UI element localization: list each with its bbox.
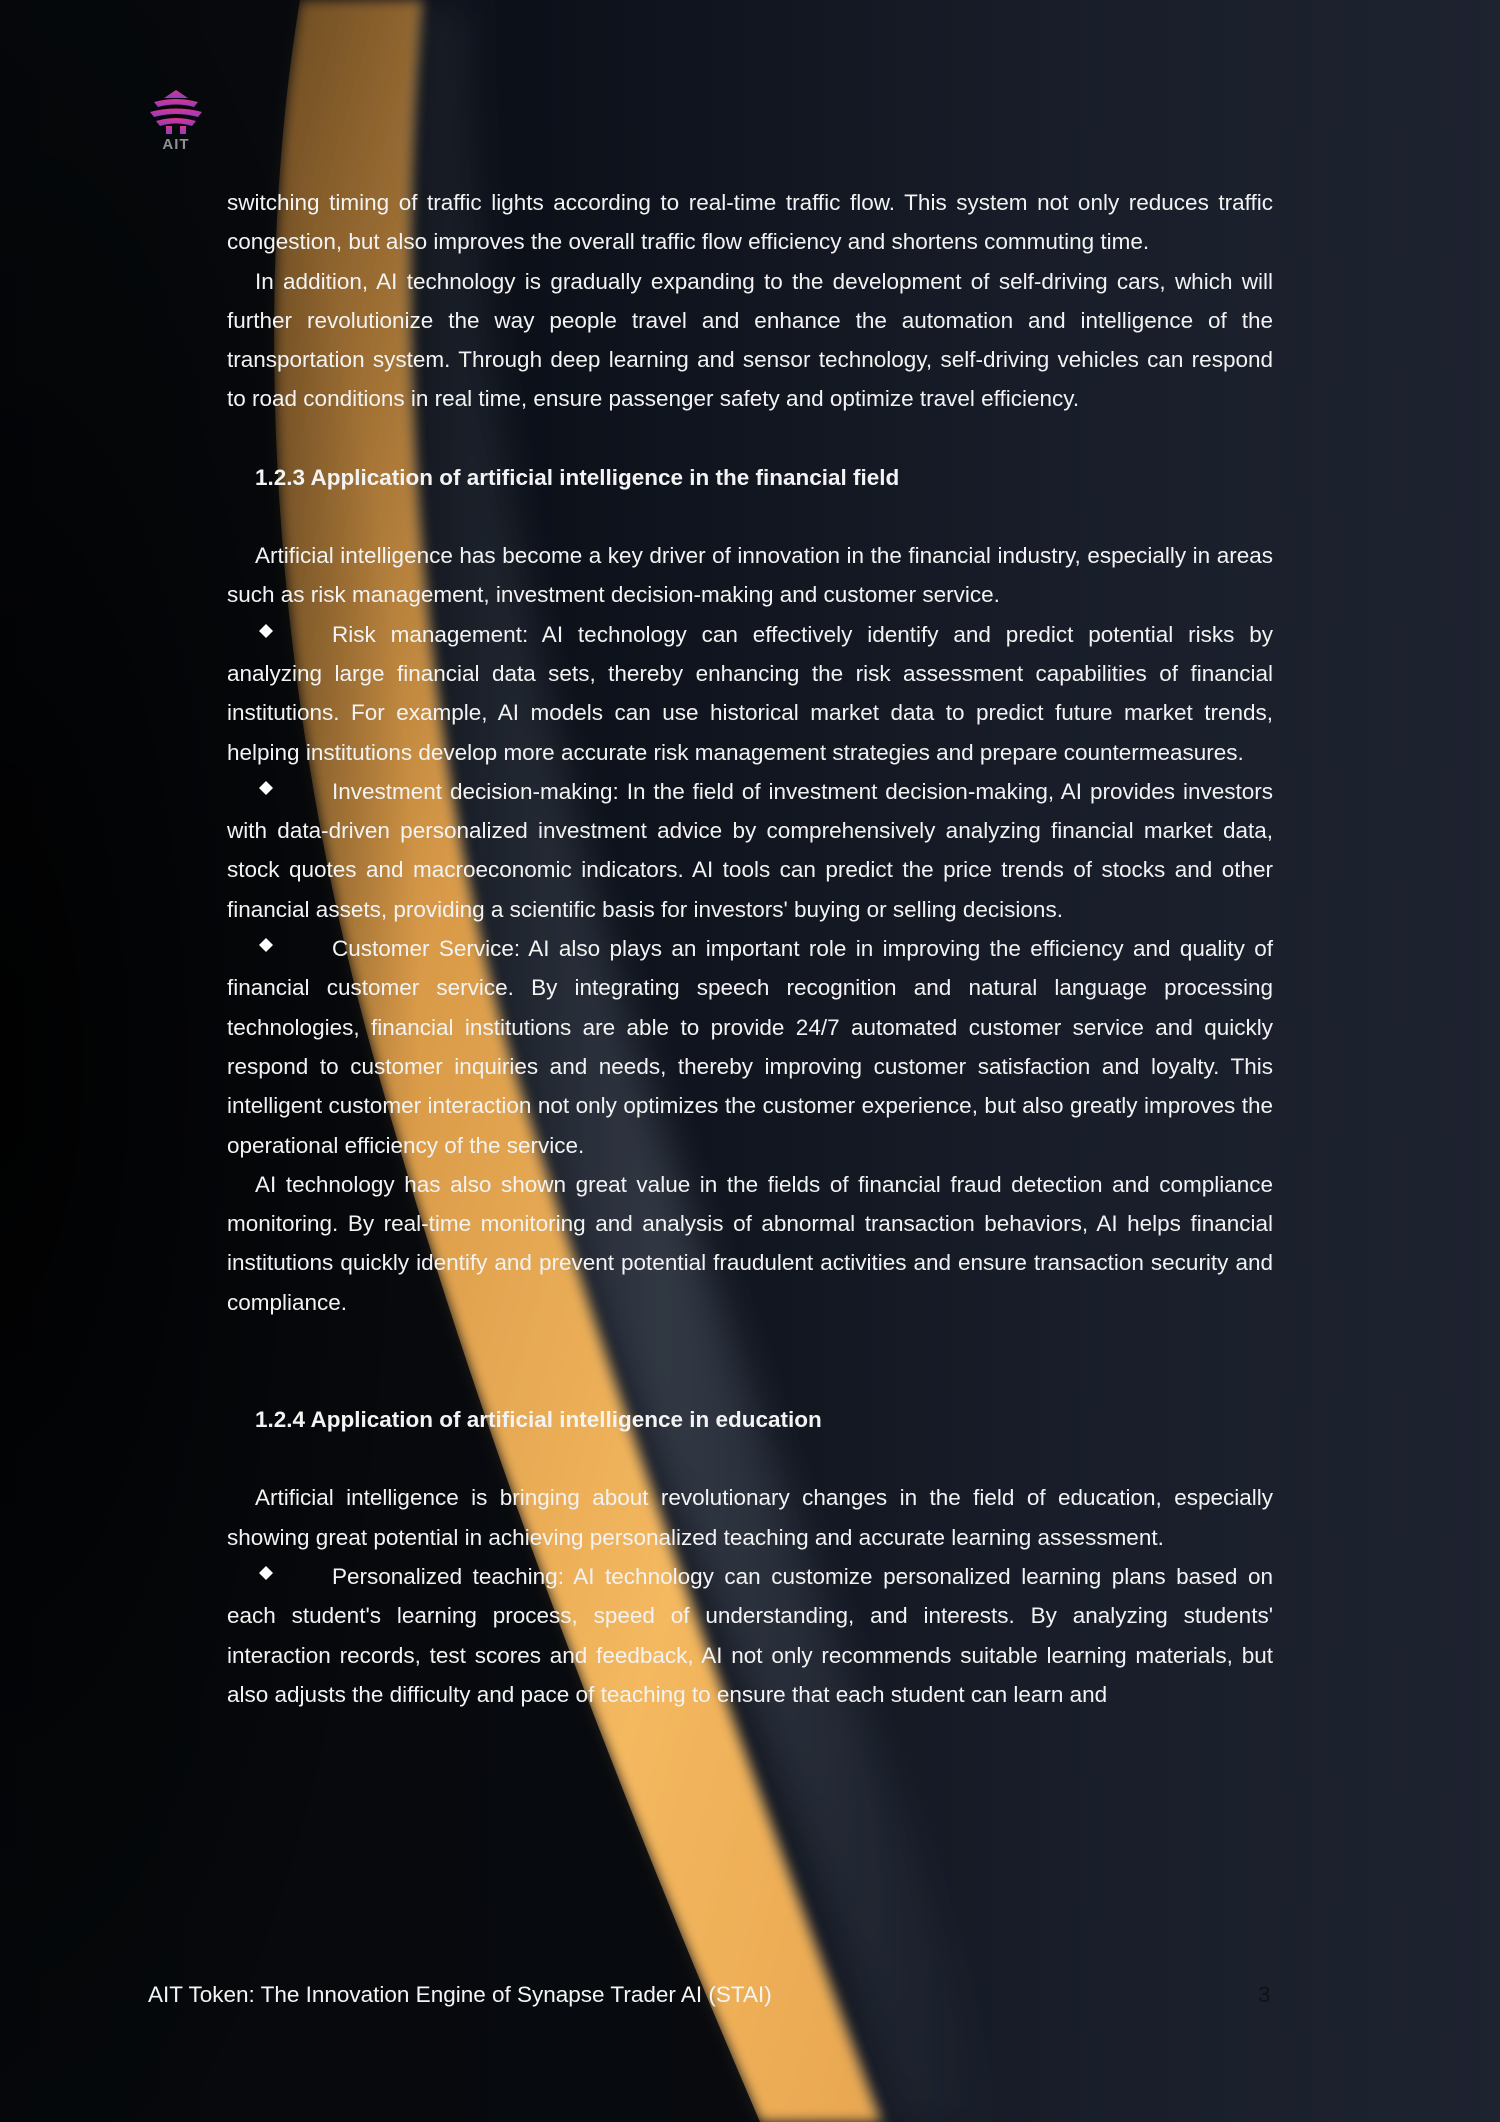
paragraph-fraud-detection: AI technology has also shown great value in the fields of financial fraud detection and compliance monitoring. By real-time monitoring and analysis of abnormal transaction behaviors, AI helps financial institutions quickly identify and prevent potential fraudulent activities and ensure transaction security and compliance. [227, 1171, 1273, 1315]
bullet-investment-decision [227, 772, 1273, 929]
paragraph-financial-intro: Artificial intelligence has become a key driver of innovation in the financial industry, especially in areas such as risk management, investment decision-making and customer service. [227, 543, 1273, 608]
document-body [227, 183, 1273, 1714]
bullet-risk-management [227, 615, 1273, 772]
page-number: 3 [1258, 1982, 1271, 2007]
paragraph-self-driving: In addition, AI technology is gradually expanding to the development of self-driving cars, which will further revolutionize the way people travel and enhance the automation and intelligence of the transportation system. Through deep learning and sensor technology, self-driving vehicles can respond to road conditions in real time, ensure passenger safety and optimize travel efficiency. [227, 268, 1273, 412]
bullet-text: Investment decision-making: In the field of investment decision-making, AI provides investors with data-driven personalized investment advice by comprehensively analyzing financial market data, stock quotes and macroeconomic indicators. AI tools can predict the price trends of stocks and other financial assets, providing a scientific basis for investors' buying or selling decisions. [227, 778, 1273, 922]
bullet-text: Risk management: AI technology can effectively identify and predict potential risks by analyzing large financial data sets, thereby enhancing the risk assessment capabilities of financial institutions. For example, AI models can use historical market data to predict future market trends, helping institutions develop more accurate risk management strategies and prepare countermeasures. [227, 621, 1273, 765]
paragraph-traffic-lights: switching timing of traffic lights according to real-time traffic flow. This system not only reduces traffic congestion, but also improves the overall traffic flow efficiency and shortens commuting time. [227, 190, 1273, 255]
diamond-bullet-icon [259, 938, 273, 952]
section-heading-education: 1.2.4 Application of artificial intelligence in education [255, 1407, 822, 1433]
diamond-bullet-icon [259, 624, 273, 638]
diamond-bullet-icon [259, 781, 273, 795]
ait-logo [144, 88, 208, 154]
logo-label: AIT [162, 136, 190, 153]
paragraph-education-intro: Artificial intelligence is bringing about revolutionary changes in the field of education, especially showing great potential in achieving personalized teaching and accurate learning assessment. [227, 1485, 1273, 1550]
bullet-text: Customer Service: AI also plays an important role in improving the efficiency and quality of financial customer service. By integrating speech recognition and natural language processing technologies, financial institutions are able to provide 24/7 automated customer service and quickly respond to customer inquiries and needs, thereby improving customer satisfaction and loyalty. This intelligent customer interaction not only optimizes the customer experience, but also greatly improves the operational efficiency of the service. [227, 936, 1273, 1158]
bullet-customer-service [227, 929, 1273, 1165]
bullet-text: Personalized teaching: AI technology can customize personalized learning plans based on each student's learning process, speed of understanding, and interests. By analyzing students' interaction records, test scores and feedback, AI not only recommends suitable learning materials, but also adjusts the difficulty and pace of teaching to ensure that each student can learn and [227, 1563, 1273, 1707]
pagoda-logo-icon [144, 88, 208, 136]
footer-title: AIT Token: The Innovation Engine of Synapse Trader AI (STAI) [148, 1982, 772, 2007]
section-heading-financial: 1.2.3 Application of artificial intelligence in the financial field [255, 464, 900, 490]
bullet-personalized-teaching [227, 1557, 1273, 1714]
diamond-bullet-icon [259, 1566, 273, 1580]
